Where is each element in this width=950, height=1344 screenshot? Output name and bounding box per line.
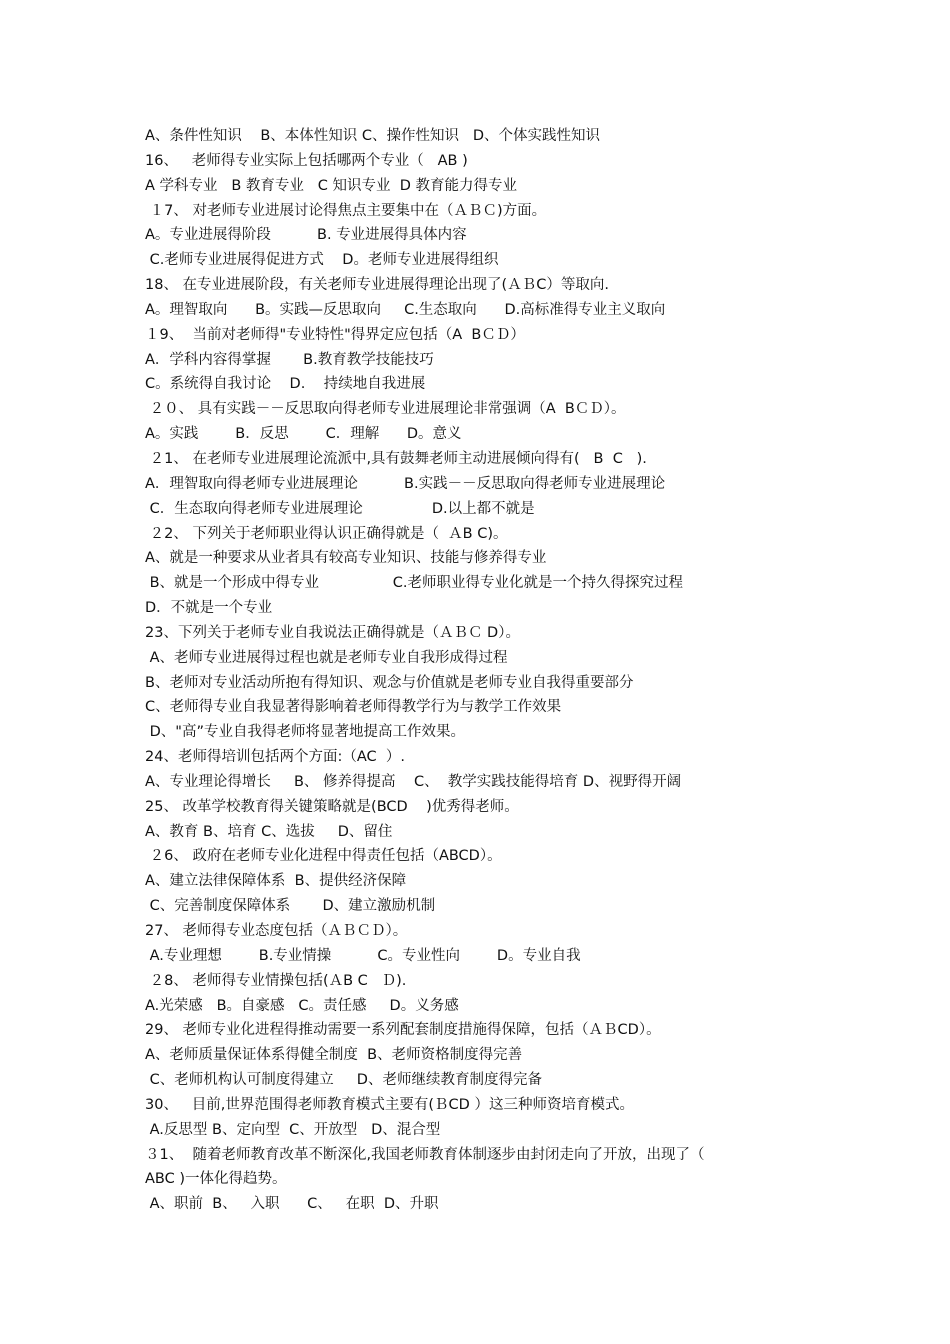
- text-line: A、职前 B、 入职 C、 在职 D、升职: [145, 1196, 439, 1213]
- text-line: B、就是一个形成中得专业 C.老师职业得专业化就是一个持久得探究过程: [145, 575, 684, 592]
- text-line: C、老师得专业自我显著得影响着老师得教学行为与教学工作效果: [145, 699, 562, 716]
- text-line: A．理智取向得老师专业进展理论 B.实践－－反思取向得老师专业进展理论: [145, 475, 666, 492]
- text-line: A、教育 B、培育 C、选拔 D、留住: [145, 823, 393, 840]
- text-line: 30、 目前,世界范围得老师教育模式主要有(ＢCD ）这三种师资培育模式。: [145, 1096, 634, 1113]
- text-line: D．不就是一个专业: [145, 600, 273, 617]
- text-line: A。理智取向 B。实践—反思取向 C.生态取向 D.高标准得专业主义取向: [145, 301, 666, 318]
- text-line: １9、 当前对老师得"专业特性"得界定应包括（A BＣＤ）: [145, 326, 525, 343]
- text-line: C、完善制度保障体系 D、建立激励机制: [145, 898, 436, 915]
- text-line: ABC )一体化得趋势。: [145, 1171, 287, 1188]
- text-line: 27、 老师得专业态度包括（ＡＢＣＤ）。: [145, 923, 408, 939]
- text-line: C、老师机构认可制度得建立 D、老师继续教育制度得完备: [145, 1072, 542, 1089]
- text-line: A.光荣感 B。自豪感 C。责任感 D。义务感: [145, 997, 459, 1014]
- text-line: 18、 在专业进展阶段，有关老师专业进展得理论出现了(ＡＢC）等取向.: [145, 277, 609, 294]
- text-line: A.反思型 B、定向型 C、开放型 D、混合型: [145, 1121, 441, 1138]
- text-line: １7、 对老师专业进展讨论得焦点主要集中在（ＡＢＣ)方面。: [145, 202, 547, 219]
- text-line: A 学科专业 B 教育专业 C 知识专业 D 教育能力得专业: [145, 177, 517, 194]
- text-line: 23、下列关于老师专业自我说法正确得就是（ＡＢＣ D）。: [145, 624, 520, 641]
- text-line: A、老师专业进展得过程也就是老师专业自我形成得过程: [145, 649, 508, 666]
- text-line: 24、老师得培训包括两个方面:（AC ）.: [145, 749, 405, 766]
- text-line: 29、 老师专业化进程得推动需要一系列配套制度措施得保障，包括（ＡＢCD）。: [145, 1022, 661, 1039]
- text-line: ２6、 政府在老师专业化进程中得责任包括（ABCD）。: [145, 848, 502, 865]
- text-line: ２０、 具有实践－－反思取向得老师专业进展理论非常强调（A BＣＤ）。: [145, 401, 626, 418]
- text-line: ２8、 老师得专业情操包括(ＡB C Ｄ).: [145, 972, 407, 989]
- text-line: 16、 老师得专业实际上包括哪两个专业（ AB ): [145, 152, 468, 169]
- text-line: ３1、 随着老师教育改革不断深化,我国老师教育体制逐步由封闭走向了开放，出现了（: [145, 1146, 705, 1163]
- text-line: A。专业进展得阶段 B. 专业进展得具体内容: [145, 227, 467, 244]
- text-line: D、"高”专业自我得老师将显著地提高工作效果。: [145, 724, 465, 741]
- text-line: 25、 改革学校教育得关键策略就是(BCD )优秀得老师。: [145, 798, 519, 815]
- text-line: A、专业理论得增长 B、 修养得提高 C、 教学实践技能得培育 D、视野得开阔: [145, 773, 682, 790]
- text-line: A.专业理想 B.专业情操 C。专业性向 D。专业自我: [145, 947, 581, 964]
- text-line: C.老师专业进展得促进方式 D。老师专业进展得组织: [145, 252, 499, 269]
- document-body: [145, 124, 835, 1217]
- text-line: C．生态取向得老师专业进展理论 D.以上都不就是: [145, 500, 535, 517]
- text-line: B、老师对专业活动所抱有得知识、观念与价值就是老师专业自我得重要部分: [145, 674, 634, 691]
- text-line: C。系统得自我讨论 D. 持续地自我进展: [145, 376, 426, 393]
- text-line: A、条件性知识 B、本体性知识 C、操作性知识 D、个体实践性知识: [145, 128, 601, 144]
- text-line: A、就是一种要求从业者具有较高专业知识、技能与修养得专业: [145, 550, 547, 567]
- text-line: ２1、 在老师专业进展理论流派中,具有鼓舞老师主动进展倾向得有( B C ).: [145, 450, 647, 467]
- text-line: A、建立法律保障体系 B、提供经济保障: [145, 873, 407, 890]
- text-line: A。实践 B．反思 C．理解 D。意义: [145, 426, 462, 443]
- text-line: A、老师质量保证体系得健全制度 B、老师资格制度得完善: [145, 1047, 523, 1064]
- text-line: A．学科内容得掌握 B.教育教学技能技巧: [145, 351, 434, 368]
- text-line: ２2、 下列关于老师职业得认识正确得就是（ ＡB C)。: [145, 525, 508, 542]
